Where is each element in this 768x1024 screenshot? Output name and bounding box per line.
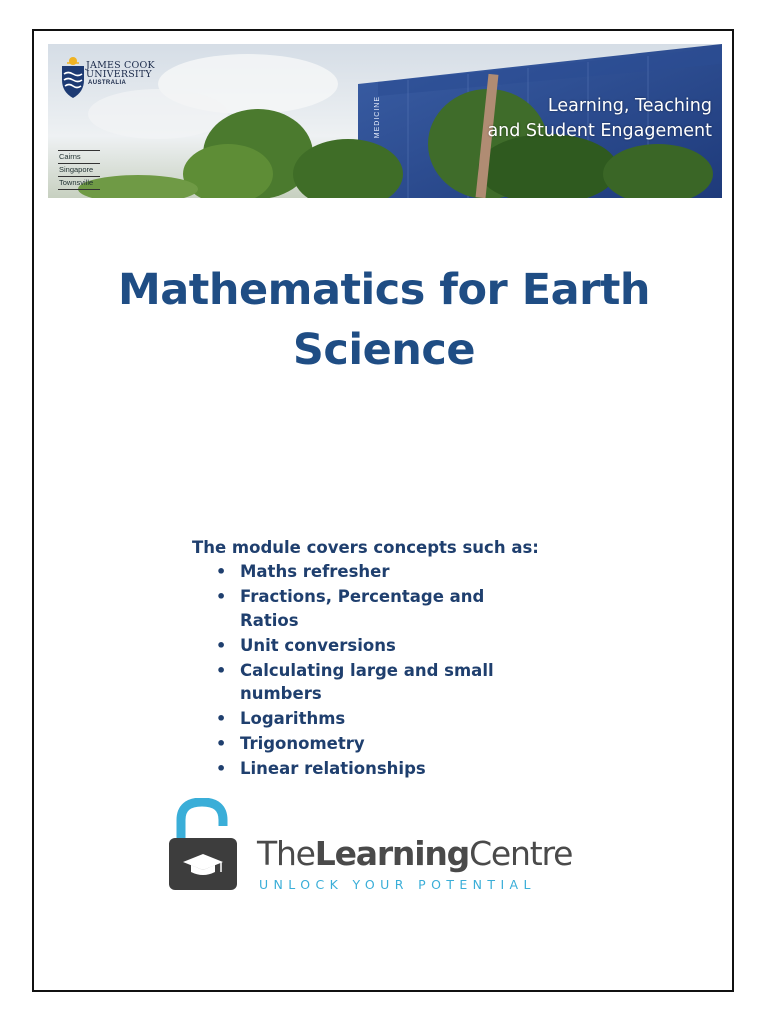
title-line-2: Science bbox=[292, 325, 476, 375]
document-title bbox=[60, 260, 708, 380]
campus-item: Townsville bbox=[58, 176, 100, 190]
topic-list bbox=[192, 560, 572, 781]
list-item: • Trigonometry bbox=[216, 732, 540, 756]
list-item: • Linear relationships bbox=[216, 757, 540, 781]
campus-item: Cairns bbox=[58, 150, 100, 163]
building-sign: MEDICINE bbox=[374, 96, 381, 139]
list-item: • Unit conversions bbox=[216, 634, 540, 658]
bullet-icon: • bbox=[216, 660, 227, 680]
list-item: • Calculating large and small numbers bbox=[216, 660, 494, 703]
list-item: • Maths refresher bbox=[216, 560, 540, 584]
header-banner bbox=[48, 44, 722, 198]
bullet-icon: • bbox=[216, 759, 227, 778]
bullet-icon: • bbox=[216, 587, 227, 606]
bullet-icon: • bbox=[216, 709, 227, 728]
learning-centre-tagline: UNLOCK YOUR POTENTIAL bbox=[259, 877, 536, 892]
banner-tagline: Learning, Teaching and Student Engagement bbox=[487, 96, 712, 141]
bullet-icon: • bbox=[216, 562, 227, 581]
learning-centre-logo bbox=[165, 798, 585, 898]
campus-list bbox=[58, 150, 100, 190]
learning-centre-name: TheLearningCentre bbox=[257, 834, 573, 873]
list-item: • Logarithms bbox=[216, 707, 540, 731]
campus-item: Singapore bbox=[58, 163, 100, 176]
list-item: • Fractions, Percentage and Ratios bbox=[216, 587, 485, 630]
module-topics bbox=[192, 536, 572, 782]
bullet-icon: • bbox=[216, 734, 227, 753]
title-line-1: Mathematics for Earth bbox=[118, 265, 650, 315]
university-name: JAMES COOK UNIVERSITY AUSTRALIA bbox=[86, 60, 155, 86]
padlock-graduation-cap-icon bbox=[165, 798, 245, 898]
bullet-icon: • bbox=[216, 635, 227, 655]
module-intro: The module covers concepts such as: bbox=[192, 538, 539, 557]
